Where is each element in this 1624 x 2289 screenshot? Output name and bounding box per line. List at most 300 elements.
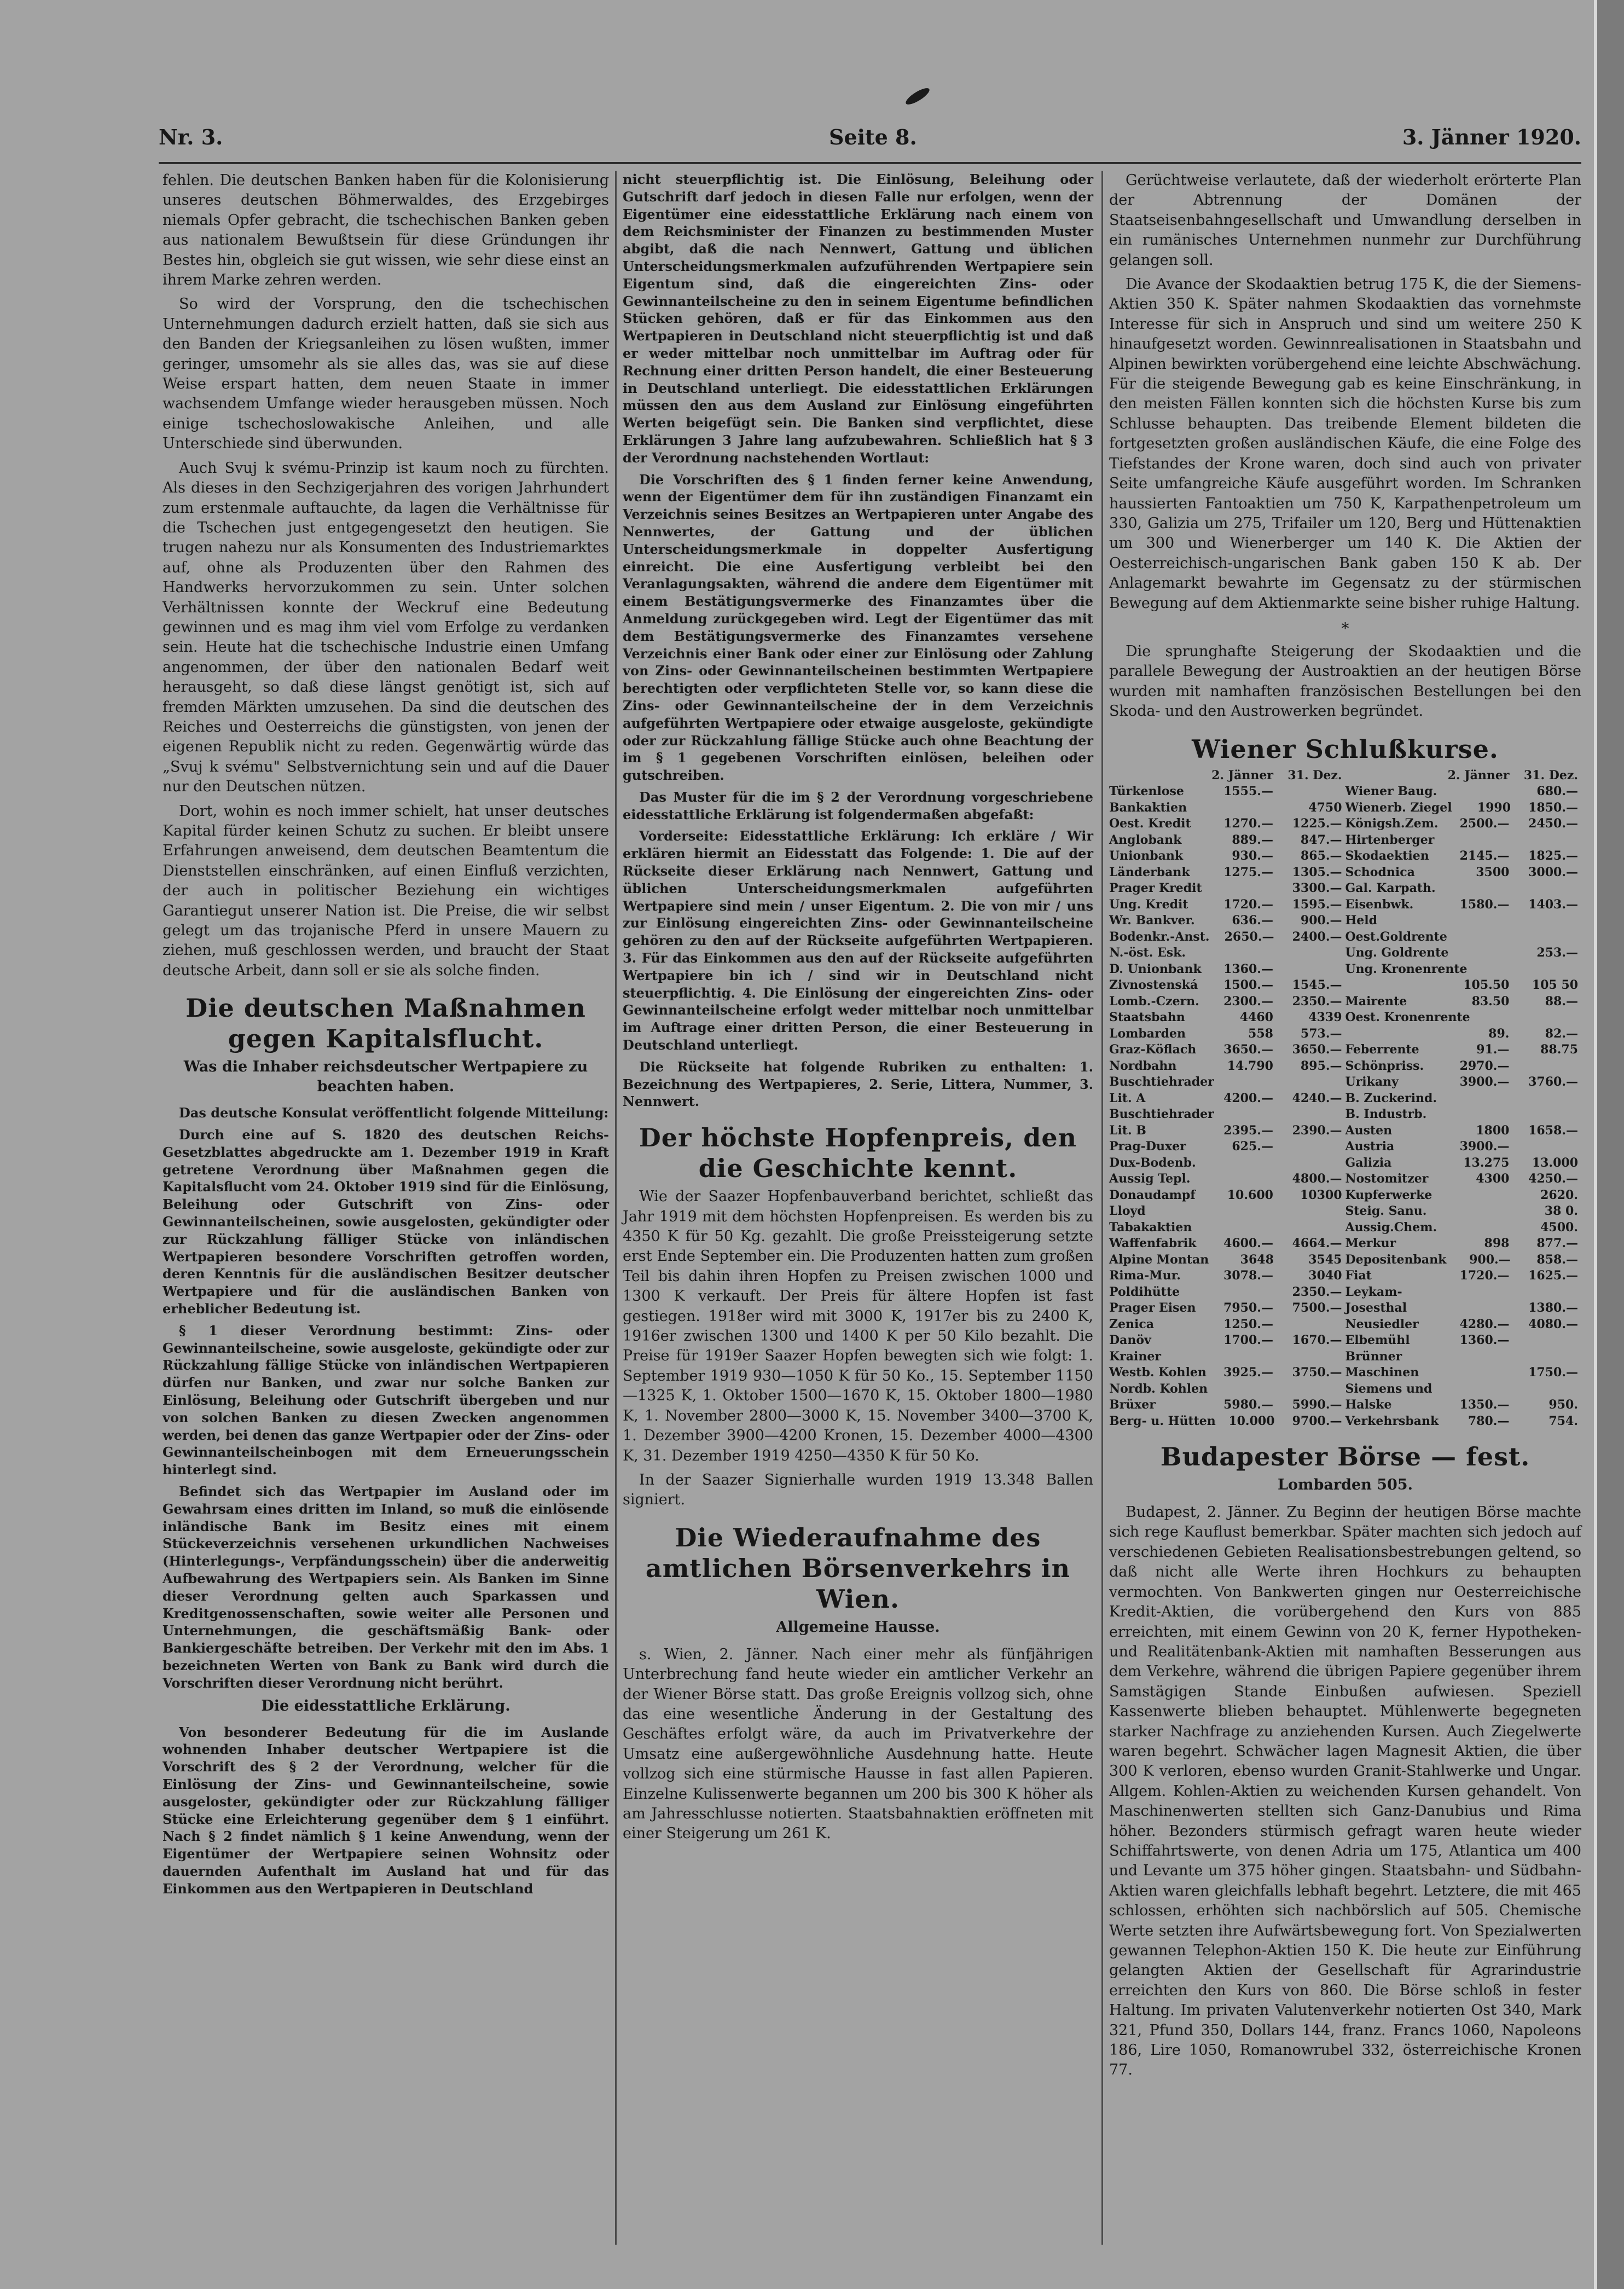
stock-name: Wienerb. Ziegel [1345, 800, 1452, 815]
stock-name: Lit. A [1109, 1091, 1146, 1105]
stock-value: 754. [1548, 1413, 1579, 1428]
stock-value: 9700.— [1292, 1413, 1342, 1428]
stock-row [1109, 1123, 1581, 1139]
stock-row [1109, 1252, 1581, 1268]
stock-value: 1555.— [1223, 784, 1273, 799]
stock-value [1444, 1365, 1513, 1381]
paragraph: Die Rückseite hat folgende Rubriken zu enthalten: 1. Bezeichnung des Wertpapieres, 2. Serie, Littera, Nummer, 3. Nennwert. [623, 1058, 1093, 1110]
stock-row [1109, 880, 1581, 897]
stock-value: 625.— [1232, 1139, 1273, 1154]
stock-value: 2350.— [1292, 994, 1342, 1009]
stock-name: Graz-Köflach [1109, 1042, 1197, 1057]
stock-value: 3650.— [1223, 1042, 1273, 1057]
stock-name: Bodenkr.-Anst. [1109, 929, 1210, 944]
stock-name: Nostomitzer [1345, 1172, 1429, 1186]
stock-value [1208, 880, 1277, 897]
stock-value [1208, 1381, 1277, 1398]
stock-value [1277, 1349, 1345, 1365]
stock-row [1109, 1187, 1581, 1204]
stock-value: 4250.— [1528, 1172, 1579, 1186]
stock-value: 2350.— [1292, 1284, 1342, 1299]
stock-name: Oest. Kronenrente [1345, 1010, 1470, 1025]
paragraph: Gerüchtweise verlautete, daß der wiederholt erörterte Plan der Abtrennung der Domänen der Staatseisenbahngesellschaft und Umwandlung derselben in ein rumänisches Unternehmen nunmehr zur Durchführung gelangen soll. [1109, 172, 1581, 269]
paragraph: Die sprunghafte Steigerung der Skodaaktien und die parallele Bewegung der Austroaktien an der heutigen Börse wurden mit namhaften französischen Bestellungen bei den Skoda- und den Austrowerken begründet. [1109, 642, 1581, 720]
stock-value [1277, 1139, 1345, 1155]
stock-value: 1700.— [1223, 1333, 1273, 1348]
stock-value: 3300.— [1292, 881, 1342, 896]
stock-value [1444, 880, 1513, 897]
stock-value [1208, 800, 1277, 816]
stock-row [1109, 848, 1581, 865]
stock-value: 1658.— [1528, 1123, 1579, 1138]
stock-value: 10300 [1300, 1187, 1342, 1202]
stock-name: Rima-Mur. [1109, 1268, 1181, 1283]
stock-value: 858.— [1536, 1252, 1578, 1267]
stock-row [1109, 977, 1581, 994]
stock-value [1514, 961, 1581, 978]
stock-name: Kupferwerke [1345, 1187, 1432, 1202]
stock-value [1444, 1284, 1513, 1301]
stock-row [1109, 1042, 1581, 1058]
stock-value: 3750.— [1292, 1365, 1342, 1380]
stock-name: Bankaktien [1109, 800, 1187, 815]
stock-value [1512, 913, 1581, 929]
stock-value: 1500.— [1223, 978, 1273, 993]
stock-name: Zivnostenská [1109, 978, 1198, 993]
separator-asterisk: * [1341, 619, 1349, 638]
stock-value: 2500.— [1459, 816, 1510, 831]
stock-value: 1800 [1476, 1123, 1510, 1138]
stock-value: 10.000 [1228, 1413, 1275, 1428]
paragraph: Auch Svuj k svému-Prinzip ist kaum noch zu fürchten. Als dieses in den Sechzigerjahren des vorigen Jahrhundert zum erstenmale auftauchte, da lagen die Verhältnisse für die Tschechen just entgegengesetzt den heutigen. Sie trugen nahezu nur als Konsumenten des Industriemarktes auf, ohne als Produzenten über den Rahmen des Handwerks hervorzukommen zu sein. Unter solchen Verhältnissen konnte der Weckruf eine Bedeutung gewinnen und es mag ihm viel vom Erfolge zu verdanken sein. Heute hat die tschechische Industrie einen Umfang angenommen, der über den nationalen Bedarf weit herausgeht, so daß diese längst genötigt ist, sich auf fremden Märkten umzusehen. Da sind die deutschen des Reiches und Oesterreichs die günstigsten, von jenen der eigenen Republik nicht zu reden. Gegenwärtig würde das „Svuj k svému" Selbstvernichtung sein und auf die Dauer nur den Deutschen nützen. [163, 459, 609, 796]
stock-name: Dux-Bodenb. [1109, 1155, 1196, 1170]
stock-name: Donaudampf [1109, 1187, 1196, 1202]
stock-value [1208, 1220, 1277, 1236]
stock-value [1277, 1220, 1345, 1236]
stock-value [1444, 1106, 1513, 1123]
stock-value: 573.— [1300, 1026, 1342, 1041]
stock-row [1109, 1203, 1581, 1220]
stock-name: Verkehrsbank [1345, 1413, 1439, 1428]
stock-name: Westb. Kohlen [1109, 1365, 1207, 1380]
stock-name: D. Unionbank [1109, 961, 1202, 976]
stock-name: Tabakaktien [1109, 1220, 1192, 1235]
stock-value [1512, 1381, 1581, 1398]
stock-name: Nordbahn [1109, 1058, 1177, 1073]
stock-row [1109, 929, 1581, 946]
stock-row [1109, 1397, 1581, 1413]
stock-row [1109, 1268, 1581, 1284]
stock-value: 13.275 [1463, 1155, 1510, 1170]
stock-value: 2620. [1540, 1187, 1579, 1202]
stock-value: 105 50 [1532, 978, 1579, 993]
stock-value [1277, 1381, 1345, 1398]
column-2 [623, 171, 1093, 2245]
stock-row [1109, 1026, 1581, 1042]
stock-value: 2390.— [1292, 1123, 1342, 1138]
stock-name: Lomb.-Czern. [1109, 994, 1199, 1009]
stock-value: 1380.— [1528, 1301, 1579, 1316]
stock-name: Merkur [1345, 1236, 1396, 1251]
column-3 [1109, 171, 1581, 2245]
stock-row [1109, 961, 1581, 978]
stock-value: 4080.— [1528, 1317, 1579, 1331]
stock-row [1109, 1381, 1581, 1398]
stock-value: 5990.— [1292, 1398, 1342, 1412]
stock-value [1514, 929, 1581, 946]
stock-name: Staatsbahn [1109, 1010, 1185, 1025]
stock-value [1514, 1010, 1581, 1026]
stock-value [1444, 1091, 1513, 1107]
stock-value [1512, 1091, 1581, 1107]
stock-value [1512, 1058, 1581, 1075]
stock-row [1109, 865, 1581, 881]
stock-name: Unionbank [1109, 849, 1184, 864]
stock-name: Brüxer [1109, 1398, 1156, 1412]
stock-name: Nordb. Kohlen [1109, 1381, 1208, 1396]
stock-value: 3000.— [1528, 865, 1579, 879]
stock-value: 1825.— [1528, 849, 1579, 864]
stock-value [1278, 1074, 1345, 1091]
stock-value: 900.— [1300, 913, 1342, 928]
stock-value [1444, 1349, 1513, 1365]
stock-name: Depositenbank [1345, 1252, 1447, 1267]
header-cell [1345, 768, 1444, 784]
stock-row [1109, 1171, 1581, 1187]
page-header [159, 125, 1581, 158]
stock-value [1277, 945, 1345, 961]
stock-table-header [1109, 768, 1581, 784]
stock-name: Urikany [1345, 1075, 1399, 1090]
stock-value [1208, 1284, 1277, 1301]
scan-edge [1594, 0, 1624, 2289]
stock-value: 847.— [1300, 832, 1342, 847]
stock-value: 889.— [1232, 832, 1273, 847]
paragraph: In der Saazer Signierhalle wurden 1919 13.348 Ballen signiert. [623, 1471, 1093, 1509]
article-heading: Budapester Börse — fest. [1160, 1442, 1530, 1472]
stock-value [1208, 945, 1277, 961]
stock-value: 1305.— [1292, 865, 1342, 879]
stocks-heading: Wiener Schlußkurse. [1192, 734, 1499, 764]
stock-value: 900.— [1469, 1252, 1511, 1267]
article-subheading: Lombarden 505. [1277, 1476, 1413, 1494]
stock-name: Halske [1345, 1398, 1392, 1412]
stock-row [1109, 784, 1581, 800]
stock-value [1447, 945, 1514, 961]
stock-name: Aussig Tepl. [1109, 1172, 1191, 1186]
stock-quotes-table [1109, 768, 1581, 1430]
paragraph: Das Muster für die im § 2 der Verordnung vorgeschriebene eidesstattliche Erklärung ist folgendermaßen abgefaßt: [623, 789, 1093, 822]
stock-value: 14.790 [1227, 1058, 1273, 1073]
stock-name: Krainer [1109, 1349, 1161, 1364]
stock-value: 91.— [1476, 1042, 1510, 1057]
stock-row [1109, 1220, 1581, 1236]
stock-row [1109, 994, 1581, 1010]
stock-value: 82.— [1545, 1026, 1579, 1041]
column-1 [163, 171, 609, 2245]
stock-name: Wr. Bankver. [1109, 913, 1195, 928]
stock-value: 2650.— [1224, 929, 1274, 944]
stock-name: Berg- u. Hütten [1109, 1413, 1216, 1428]
stock-value: 780.— [1468, 1413, 1510, 1428]
paragraph: Das deutsche Konsulat veröffentlicht folgende Mitteilung: [179, 1105, 609, 1121]
stock-value: 3648 [1240, 1252, 1274, 1267]
stock-value: 2145.— [1459, 849, 1510, 864]
stock-value [1277, 1155, 1345, 1172]
stock-name: Schönpriss. [1345, 1058, 1424, 1073]
stock-name: Prager Kredit [1109, 881, 1202, 896]
stock-value [1447, 961, 1514, 978]
stock-value [1277, 1203, 1345, 1220]
stock-value: 3900.— [1459, 1139, 1510, 1154]
stock-name: Länderbank [1109, 865, 1190, 879]
stock-row [1109, 1091, 1581, 1107]
stock-name: Mairente [1345, 994, 1407, 1009]
header-cell [1109, 768, 1208, 784]
stock-value [1208, 1203, 1277, 1220]
stock-name: Ung. Kredit [1109, 897, 1188, 912]
stock-value: 4240.— [1292, 1091, 1342, 1105]
stock-name: Oest.Goldrente [1345, 929, 1447, 944]
stock-name: Lloyd [1109, 1204, 1146, 1219]
stock-name: Türkenlose [1109, 784, 1184, 799]
stock-row [1109, 816, 1581, 832]
stock-row [1109, 1413, 1581, 1430]
stock-name: Leykam- [1345, 1284, 1402, 1299]
stock-value [1444, 1220, 1513, 1236]
stock-name: Skodaektien [1345, 849, 1429, 864]
stock-value: 3650.— [1292, 1042, 1342, 1057]
paragraph: fehlen. Die deutschen Banken haben für die Kolonisierung unseres deutschen Böhmerwaldes, des Erzgebirges niemals Opfer gebracht, die tschechischen Banken geben aus nationalem Bewußtsein für diese Gründungen ihr Bestes hin, obgleich sie gut wissen, wie sehr diese einst an ihrem Marke zehren werden. [163, 172, 609, 289]
stock-value: 1250.— [1223, 1317, 1273, 1331]
stock-value: 2395.— [1223, 1123, 1273, 1138]
stock-value: 1275.— [1223, 865, 1273, 879]
stock-value [1512, 1284, 1581, 1301]
stock-value [1444, 1300, 1513, 1317]
stock-value: 1270.— [1223, 816, 1273, 831]
stock-row [1109, 913, 1581, 929]
stock-value: 3545 [1308, 1252, 1342, 1267]
stock-value: 3078.— [1223, 1268, 1273, 1283]
stock-value: 1225.— [1292, 816, 1342, 831]
header-cell: 31. Dez. [1287, 768, 1342, 783]
paragraph: Vorderseite: Eidesstattliche Erklärung: Ich erkläre / Wir erklären hiermit an Eidesstatt das Folgende: 1. Die auf der Rückseite dieser Erklärung nach Nennwert, Gattung und üblichen Unterscheidungsmerkmalen aufgeführten Wertpapiere sind mein / unser Eigentum. 2. Die von mir / uns zur Einlösung eingereichten Zins- oder Gewinnanteilscheine gehören zu den auf der Rückseite aufgeführten Wertpapieren. 3. Für das Einkommen aus den auf der Rückseite aufgeführten Wertpapiere bin ich / sind wir in Deutschland nicht steuerpflichtig. 4. Die Einlösung der eingereichten Zins- oder Gewinnanteilscheine erfolgt weder mittelbar noch unmittelbar im Auftrage einer dritten Person, die einer Besteuerung in Deutschland unterliegt. [623, 828, 1093, 1053]
stock-value: 895.— [1300, 1058, 1342, 1073]
stock-value: 930.— [1232, 849, 1273, 864]
paragraph: Von besonderer Bedeutung für die im Auslande wohnenden Inhaber deutscher Wertpapiere ist die Vorschrift des § 2 der Verordnung, welcher für die Einlösung der Zins- und Gewinnanteilscheine, sowie ausgeloster, gekündigter oder zur Rückzahlung fälliger Stücke eine Erleichterung gegenüber dem § 1 einführt. Nach § 2 findet nämlich § 1 keine Anwendung, wenn der Eigentümer der Wertpapiere seinen Wohnsitz oder dauernden Aufenthalt im Ausland hat und für das Einkommen aus den Wertpapieren in Deutschland [163, 1724, 609, 1897]
article-subheading: Allgemeine Hausse. [776, 1618, 940, 1636]
stock-row [1109, 800, 1581, 816]
stock-value [1447, 929, 1514, 946]
stock-name: Schodnica [1345, 865, 1415, 879]
stock-value [1444, 913, 1513, 929]
article-heading: Der höchste Hopfenpreis, den die Geschichte kennt. [639, 1123, 1077, 1184]
article-subheading: Was die Inhaber reichsdeutscher Wertpapiere zu beachten haben. [183, 1058, 588, 1096]
stock-name: Wiener Baug. [1345, 784, 1437, 799]
stock-value: 1350.— [1459, 1398, 1510, 1412]
page-number: Seite 8. [829, 125, 917, 149]
stock-value: 7500.— [1292, 1301, 1342, 1316]
stock-name: Maschinen [1345, 1365, 1419, 1380]
stock-value [1512, 880, 1581, 897]
stock-value: 2300.— [1223, 994, 1273, 1009]
stock-value: 1750.— [1528, 1365, 1579, 1380]
stock-value: 558 [1248, 1026, 1273, 1041]
header-rule [159, 162, 1581, 164]
stock-value: 4500. [1540, 1220, 1579, 1235]
stock-value: 10.600 [1227, 1187, 1273, 1202]
stock-value: 89. [1488, 1026, 1510, 1041]
stock-value: 1403.— [1528, 897, 1579, 912]
stock-row [1109, 945, 1581, 961]
stock-row [1109, 1155, 1581, 1172]
stock-value [1208, 1349, 1277, 1365]
stock-name: Aussig.Chem. [1345, 1220, 1437, 1235]
paragraph: Wie der Saazer Hopfenbauverband berichtet, schließt das Jahr 1919 mit dem höchsten Hopfenpreisen. Es werden bis zu 4350 K für 50 Kg. gezahlt. Die große Preissteigerung setzte erst Ende September ein. Die Produzenten hatten zum großen Teil bis dahin ihren Hopfen zu Preisen zwischen 1000 und 1300 K verkauft. Der Preis für ältere Hopfen ist fast gestiegen. 1918er wird mit 3000 K, 1917er bis zu 2400 K, 1916er zwischen 1300 und 1400 K per 50 Kilo bezahlt. Die Preise für 1919er Saazer Hopfen bewegten sich wie folgt: 1. September 1919 930—1050 K für 50 Ko., 15. September 1150—1325 K, 1. Oktober 1500—1670 K, 15. Oktober 1800—1980 K, 1. November 2800—3000 K, 15. November 3400—3700 K, 1. Dezember 3900—4200 Kronen, 15. Dezember 4000—4300 K, 31. Dezember 1919 4250—4350 K für 50 Ko. [623, 1188, 1093, 1464]
stock-value: 3925.— [1223, 1365, 1273, 1380]
stock-row [1109, 897, 1581, 913]
stock-value [1211, 1106, 1278, 1123]
stock-value: 1545.— [1292, 978, 1342, 993]
stock-name: Fiat [1345, 1268, 1372, 1283]
stock-value: 1720.— [1223, 897, 1273, 912]
stock-value [1277, 961, 1345, 978]
stock-value: 1850.— [1528, 800, 1578, 815]
article-heading: Die Wiederaufnahme des amtlichen Börsenverkehrs in Wien. [645, 1522, 1071, 1614]
stock-row [1109, 1349, 1581, 1365]
stock-value [1447, 1010, 1514, 1026]
stock-name: Eisenbwk. [1345, 897, 1414, 912]
stock-value: 3500 [1476, 865, 1510, 879]
stock-value [1512, 1349, 1581, 1365]
stock-name: Siemens und [1345, 1381, 1432, 1396]
stock-value: 3900.— [1459, 1075, 1510, 1090]
paragraph: Dort, wohin es noch immer schielt, hat unser deutsches Kapital fürder keinen Schutz zu suchen. Er bleibt unsere Erfahrungen anweisend, dem deutschen Beamtentum die Dienststellen einschränken, auf einen Einfluß verzichten, der auch in politischer Beziehung ein wichtiges Garantiegut unserer Nation ist. Die Preise, die wir selbst gelegt um das trojanische Pferd in unsere Mauern zu ziehen, muß geschlossen werden, und braucht der Staat deutsche Arbeit, dann soll er sie als solche finden. [163, 802, 609, 979]
stock-value: 105.50 [1463, 978, 1510, 993]
stock-name: Brünner [1345, 1349, 1402, 1364]
stock-value [1277, 784, 1345, 800]
stock-value: 636.— [1232, 913, 1273, 928]
stock-name: Buschtiehrader [1109, 1107, 1214, 1122]
stock-value [1444, 784, 1513, 800]
stock-value: 88.75 [1540, 1042, 1579, 1057]
stock-name: Prag-Duxer [1109, 1139, 1186, 1154]
stock-name: Danöv [1109, 1333, 1151, 1348]
stock-value: 4800.— [1292, 1172, 1342, 1186]
stock-value: 1360.— [1223, 961, 1273, 976]
stock-value: 2970.— [1459, 1058, 1510, 1073]
stock-row [1109, 1058, 1581, 1075]
stock-value [1512, 1106, 1581, 1123]
stock-name [1345, 1026, 1444, 1042]
stock-value: 1580.— [1459, 897, 1510, 912]
stock-name: Austen [1345, 1123, 1393, 1138]
stock-value: 83.50 [1471, 994, 1510, 1009]
stock-value [1512, 832, 1581, 849]
stock-name: Feberrente [1345, 1042, 1419, 1057]
header-cell: 2. Jänner [1211, 768, 1273, 783]
stock-name: Waffenfabrik [1109, 1236, 1197, 1251]
stock-value: 253.— [1536, 946, 1578, 960]
stock-value: 877.— [1536, 1236, 1579, 1251]
stock-name: Oest. Kredit [1109, 816, 1191, 831]
stock-row [1109, 1284, 1581, 1301]
stock-value: 7950.— [1223, 1301, 1273, 1316]
stock-value [1208, 1171, 1277, 1187]
stock-value: 1625.— [1528, 1268, 1579, 1283]
stock-row [1109, 1300, 1581, 1317]
stock-name: Lombarden [1109, 1026, 1186, 1041]
stock-value: 2450.— [1528, 816, 1579, 831]
stock-row [1109, 1010, 1581, 1026]
stock-name: B. Industrb. [1345, 1107, 1427, 1122]
section-subheading: Die eidesstattliche Erklärung. [261, 1697, 511, 1714]
stock-value [1277, 1317, 1345, 1333]
column-separator [615, 171, 617, 2245]
stock-name: Königsh.Zem. [1345, 816, 1439, 831]
stock-value: 4664.— [1292, 1236, 1342, 1251]
stock-value: 3760.— [1528, 1075, 1579, 1090]
stock-value: 865.— [1300, 849, 1342, 864]
stock-row [1109, 1365, 1581, 1381]
stock-value [1512, 1332, 1581, 1349]
stock-value: 4200.— [1223, 1091, 1273, 1105]
ink-blot [904, 85, 932, 107]
issue-number: Nr. 3. [159, 125, 223, 149]
stock-row [1109, 832, 1581, 849]
stock-name: Zenica [1109, 1317, 1155, 1331]
paragraph: § 1 dieser Verordnung bestimmt: Zins- oder Gewinnanteilscheine, sowie ausgeloste, gekündigte oder zur Rückzahlung fällige Stücke von inländischen Wertpapieren dürfen nur Banken, und zwar nur solche Banken zur Einlösung, Beleihung oder Gutschrift übergeben und nur von solchen Banken zu diesen Zwecken angenommen werden, bei denen das ganze Wertpapier oder der Zins- oder Gewinnanteilscheinbogen mit dem Erneuerungsschein hinterlegt sind. [163, 1322, 609, 1478]
stock-name: N.-öst. Esk. [1109, 946, 1186, 960]
stock-value: 4300 [1476, 1172, 1510, 1186]
stock-row [1109, 1074, 1581, 1091]
stock-name: Anglobank [1109, 832, 1182, 847]
stock-value: 680.— [1536, 784, 1579, 799]
stock-value: 38 0. [1544, 1204, 1579, 1219]
stock-row [1109, 1332, 1581, 1349]
stock-value: 4750 [1308, 800, 1342, 815]
stock-value: 13.000 [1532, 1155, 1579, 1170]
issue-date: 3. Jänner 1920. [1402, 125, 1581, 149]
stock-name: Poldihütte [1109, 1284, 1180, 1299]
stock-value: 4280.— [1459, 1317, 1510, 1331]
stock-value [1444, 1187, 1513, 1204]
stock-value [1208, 1155, 1277, 1172]
stock-name: Buschtiehrader [1109, 1075, 1214, 1090]
paragraph: Die Avance der Skodaaktien betrug 175 K, die der Siemens-Aktien 350 K. Später nahmen Skodaaktien das vornehmste Interesse für sich in Anspruch und sind um weitere 250 K hinaufgesetzt worden. Gewinnrealisationen in Staatsbahn und Alpinen bewirkten vorübergehend eine leichte Abschwächung. Für die steigende Bewegung gab es keine Einschränkung, in den meisten Fällen konnten sich die höchsten Kurse bis zum Schlusse behaupten. Das treibende Element bildeten die fortgesetzten großen ausländischen Käufe, die eine Folge des Tiefstandes der Krone waren, doch sind auch von privater Seite umfangreiche Käufe ausgeführt worden. Im Schranken haussierten Fantoaktien um 750 K, Karpathenpetroleum um 330, Galizia um 275, Trifailer um 120, Berg und Hüttenaktien um 300 und Wienerberger um 140 K. Die Aktien der Oesterreichisch-ungarischen Bank gaben 150 K ab. Der Anlagemarkt bewahrte im Gegensatz zu der stürmischen Bewegung auf dem Aktienmarkte seine bisher ruhige Haltung. [1109, 276, 1581, 612]
stock-name: Josesthal [1345, 1301, 1407, 1316]
stock-value: 2400.— [1292, 929, 1342, 944]
paragraph: Befindet sich das Wertpapier im Ausland oder im Gewahrsam eines dritten im Inland, so muß die einlösende inländische Bank im Besitz eines mit einem Stückeverzeichnis versehenen urkundlichen Nachweises (Hinterlegungs-, Verpfändungsschein) über die anderweitig Aufbewahrung des Wertpapiers sein. Als Banken im Sinne dieser Verordnung gelten auch Sparkassen und Kreditgenossenschaften, sowie weiter alle Personen und Unternehmungen, die geschäftsmäßig Bank- oder Bankiergeschäfte betreiben. Der Verkehr mit den im Abs. 1 bezeichneten Werten von Bank zu Bank wird durch die Vorschriften dieser Verordnung nicht berührt. [163, 1483, 609, 1691]
stock-value [1444, 832, 1513, 849]
stock-value: 1360.— [1459, 1333, 1510, 1348]
stock-name: Held [1345, 913, 1378, 928]
stock-value: 898 [1484, 1236, 1510, 1251]
stock-name: Elbemühl [1345, 1333, 1410, 1348]
stock-value: 4460 [1239, 1010, 1273, 1025]
stock-value: 1595.— [1292, 897, 1342, 912]
stock-name: Ung. Kronenrente [1345, 961, 1468, 976]
stock-name: Steig. Sanu. [1345, 1204, 1427, 1219]
stock-value: 5980.— [1223, 1398, 1273, 1412]
header-cell: 2. Jänner [1447, 768, 1510, 783]
stock-value [1512, 1139, 1581, 1155]
stock-name: Prager Eisen [1109, 1301, 1196, 1316]
column-separator [1101, 171, 1103, 2245]
stock-row [1109, 1106, 1581, 1123]
stock-name: Lit. B [1109, 1123, 1146, 1138]
stock-name: Austria [1345, 1139, 1395, 1154]
